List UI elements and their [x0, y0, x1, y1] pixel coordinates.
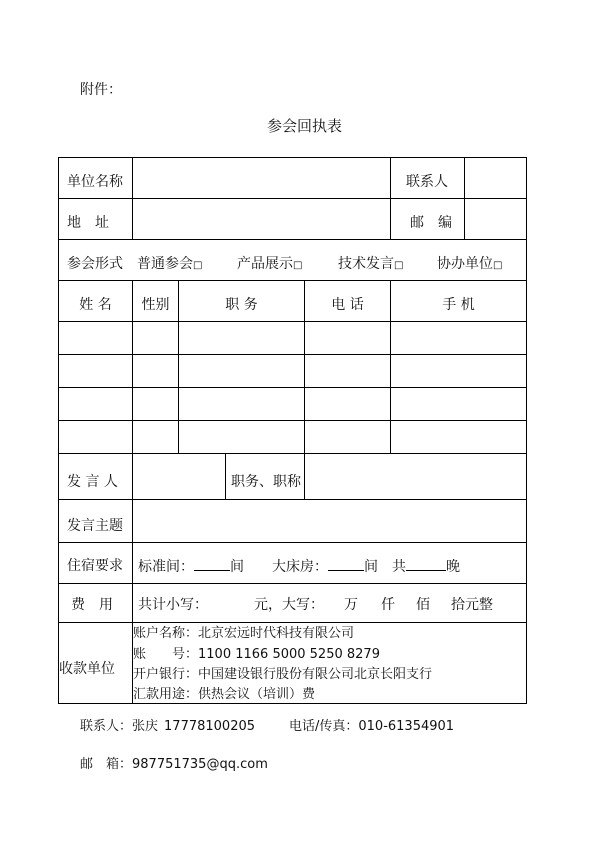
- option-talk[interactable]: [338, 256, 403, 274]
- checkbox-icon[interactable]: □: [493, 260, 503, 271]
- col-divider: [390, 158, 391, 239]
- contact-field[interactable]: [465, 158, 525, 196]
- table-row[interactable]: [59, 355, 526, 386]
- format-label: 参会形式: [67, 256, 123, 272]
- footer-tel-fax-label: 电话/传真：: [289, 719, 359, 734]
- fee-qian-label: 仟: [381, 597, 395, 613]
- table-row[interactable]: [59, 421, 526, 452]
- fee-wan-label: 万: [344, 597, 358, 613]
- option-label: 技术发言: [338, 256, 394, 272]
- lodging-big-label: 大床房：: [272, 559, 328, 575]
- unit-name-field[interactable]: [133, 158, 389, 196]
- row-divider: [59, 542, 526, 543]
- row-divider: [59, 239, 526, 240]
- lodging-night-label: 晚: [446, 559, 460, 575]
- page-title: 参会回执表: [266, 117, 342, 135]
- footer-contact-phone: 17778100205: [164, 719, 256, 734]
- header-title: 职 务: [225, 297, 258, 313]
- account-no-label: 账 号：: [133, 647, 199, 662]
- unit-name-label: 单位名称: [67, 174, 123, 190]
- row-divider: [59, 622, 526, 623]
- fee-yuan-label: 元，大写：: [254, 597, 324, 613]
- bank-name: 中国建设银行股份有限公司北京长阳支行: [198, 667, 433, 682]
- footer-email-value[interactable]: 987751735@qq.com: [132, 757, 268, 772]
- lodging-unit: 间: [230, 559, 244, 575]
- option-label: 协办单位: [437, 256, 493, 272]
- footer-tel-fax-value: 010-61354901: [358, 719, 455, 734]
- row-divider: [59, 280, 526, 281]
- account-name: 北京宏远时代科技有限公司: [198, 626, 355, 641]
- purpose-label: 汇款用途：: [133, 687, 199, 702]
- footer-tel-fax: [289, 719, 454, 734]
- standard-room-blank[interactable]: [194, 558, 230, 571]
- account-no-line: [133, 647, 380, 662]
- attachment-label: 附件：: [80, 82, 122, 98]
- col-divider: [225, 453, 226, 499]
- fee-shi-label: 拾元整: [451, 597, 493, 613]
- address-field[interactable]: [133, 199, 389, 237]
- row-divider: [59, 583, 526, 584]
- header-phone: 电 话: [331, 297, 364, 313]
- lodging-unit: 间: [364, 559, 378, 575]
- speaker-field[interactable]: [133, 454, 224, 498]
- topic-field[interactable]: [133, 500, 525, 540]
- checkbox-icon[interactable]: □: [394, 260, 404, 271]
- footer-contact-label: 联系人：: [80, 719, 133, 734]
- fee-label: 费 用: [71, 597, 113, 613]
- checkbox-icon[interactable]: □: [293, 260, 303, 271]
- header-gender: 性别: [141, 297, 170, 313]
- nights-blank[interactable]: [406, 558, 446, 571]
- account-name-line: [133, 626, 354, 641]
- fee-subtotal-field[interactable]: [206, 590, 254, 616]
- account-no: 1100 1166 5000 5250 8279: [198, 647, 380, 662]
- purpose-line: [133, 687, 315, 702]
- table-row[interactable]: [59, 388, 526, 419]
- footer-contact: [80, 719, 255, 734]
- bank-line: [133, 667, 432, 682]
- option-cohost[interactable]: [437, 256, 502, 274]
- lodging-details: [138, 558, 460, 575]
- header-name: 姓 名: [79, 297, 112, 313]
- lodging-standard-label: 标准间：: [138, 559, 194, 575]
- speaker-title-field[interactable]: [305, 454, 525, 498]
- lodging-total-label: 共: [392, 559, 406, 575]
- big-room-blank[interactable]: [328, 558, 364, 571]
- option-label: 普通参会: [137, 256, 193, 272]
- option-label: 产品展示: [237, 256, 293, 272]
- topic-label: 发言主题: [67, 518, 123, 534]
- checkbox-icon[interactable]: □: [193, 260, 203, 271]
- footer-email-label: 邮 箱：: [80, 757, 133, 772]
- lodging-label: 住宿要求: [67, 558, 123, 574]
- contact-label: 联系人: [406, 174, 448, 190]
- option-general[interactable]: [137, 256, 202, 274]
- postcode-label: 邮 编: [410, 215, 452, 231]
- account-name-label: 账户名称：: [133, 626, 199, 641]
- speaker-label: 发 言 人: [67, 474, 118, 490]
- fee-bai-label: 佰: [416, 597, 430, 613]
- footer-contact-name: 张庆: [132, 719, 159, 734]
- table-row[interactable]: [59, 322, 526, 353]
- postcode-field[interactable]: [465, 199, 525, 237]
- footer-email: [80, 757, 268, 772]
- purpose: 供热会议（培训）费: [198, 687, 316, 702]
- fee-subtotal-label: 共计小写：: [138, 597, 208, 613]
- option-exhibit[interactable]: [237, 256, 302, 274]
- header-mobile: 手 机: [442, 297, 475, 313]
- payee-label: 收款单位: [59, 661, 115, 677]
- bank-label: 开户银行：: [133, 667, 199, 682]
- speaker-title-label: 职务、职称: [231, 474, 301, 490]
- address-label: 地 址: [67, 215, 109, 231]
